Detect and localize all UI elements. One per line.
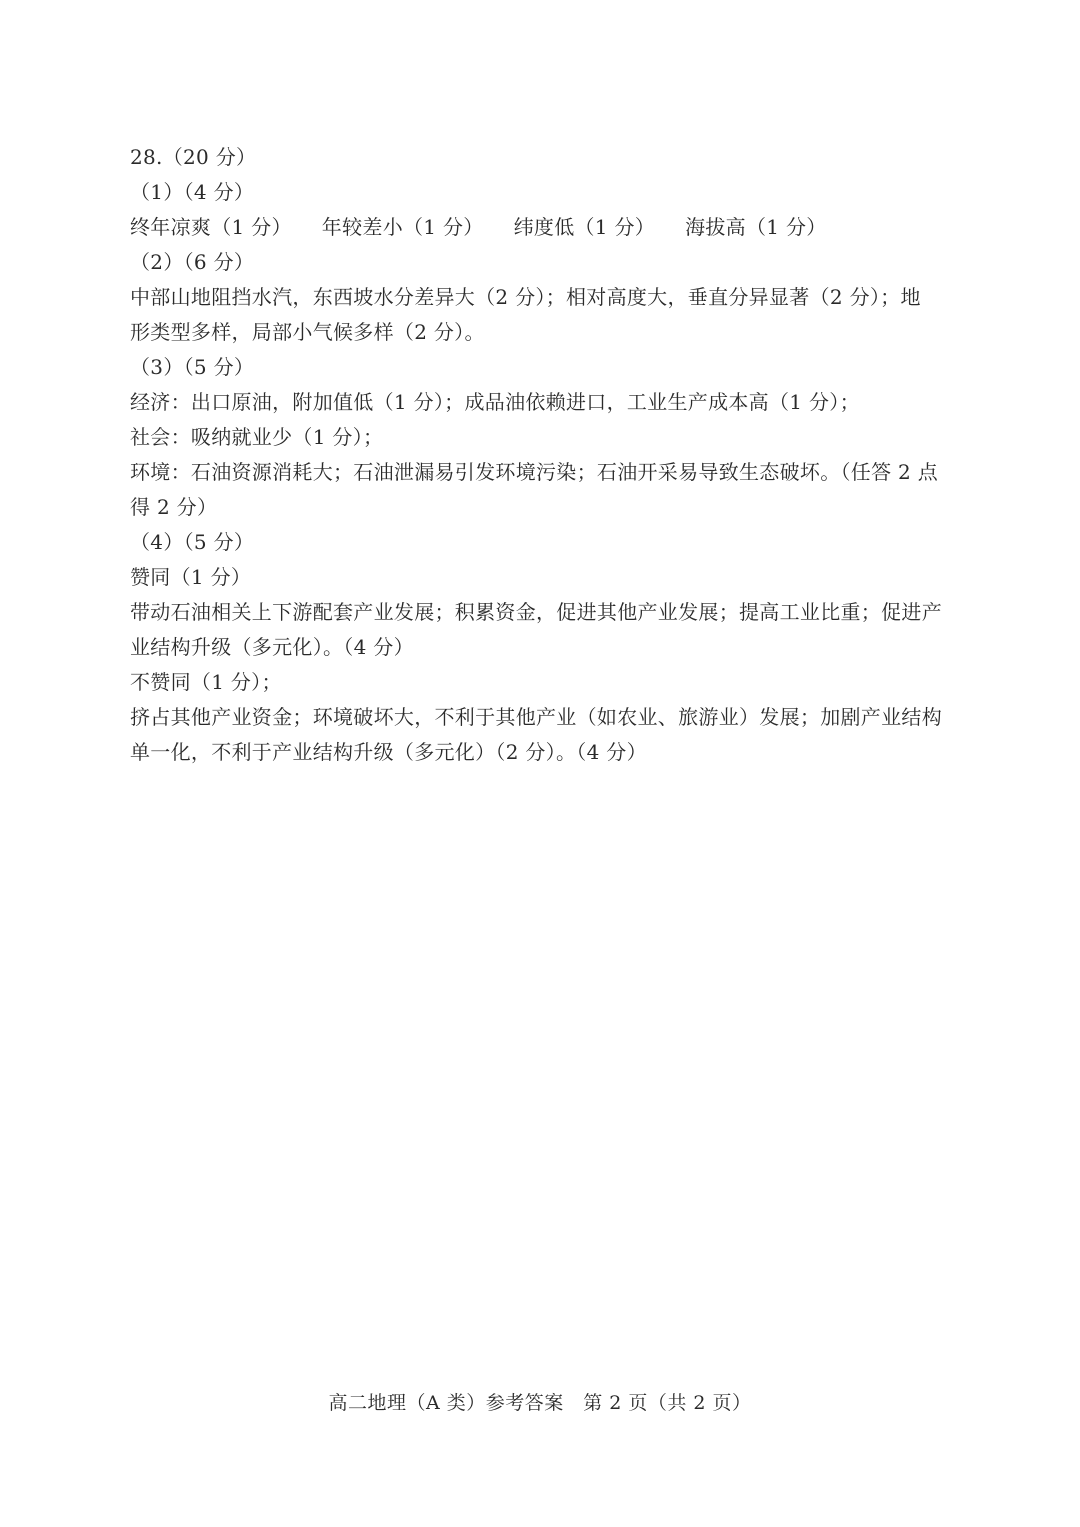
- part-3-society-line: 社会：吸纳就业少（1 分）；: [130, 425, 384, 449]
- part-1-item: 年较差小（1 分）: [321, 215, 484, 239]
- part-2-header: （2）（6 分）: [130, 250, 255, 274]
- part-2-line: 形类型多样，局部小气候多样（2 分）。: [130, 320, 485, 344]
- part-3-environment-line-cont: 得 2 分）: [130, 495, 218, 519]
- part-1-item: 海拔高（1 分）: [685, 215, 827, 239]
- part-4-agree-label: 赞同（1 分）: [130, 565, 252, 589]
- part-1-item: 终年凉爽（1 分）: [130, 215, 292, 239]
- question-header: 28.（20 分）: [130, 145, 257, 169]
- part-1-header: （1）（4 分）: [130, 180, 255, 204]
- part-3-header: （3）（5 分）: [130, 355, 255, 379]
- part-4-disagree-reason: 挤占其他产业资金；环境破坏大，不利于其他产业（如农业、旅游业）发展；加剧产业结构: [130, 705, 942, 729]
- part-4-disagree-reason-cont: 单一化，不利于产业结构升级（多元化）（2 分）。（4 分）: [130, 740, 647, 764]
- part-4-header: （4）（5 分）: [130, 530, 255, 554]
- answer-content: [130, 140, 960, 770]
- part-4-disagree-label: 不赞同（1 分）；: [130, 670, 282, 694]
- part-4-agree-reason: 带动石油相关上下游配套产业发展；积累资金，促进其他产业发展；提高工业比重；促进产: [130, 600, 942, 624]
- part-3-environment-line: 环境：石油资源消耗大；石油泄漏易引发环境污染；石油开采易导致生态破坏。（任答 2 点: [130, 460, 939, 484]
- part-3-economy-line: 经济：出口原油，附加值低（1 分）；成品油依赖进口，工业生产成本高（1 分）；: [130, 390, 860, 414]
- page-footer: 高二地理（A 类）参考答案 第 2 页（共 2 页）: [328, 1392, 752, 1414]
- part-1-item: 纬度低（1 分）: [513, 215, 656, 239]
- part-1-answer-line: [130, 210, 960, 245]
- part-4-agree-reason-cont: 业结构升级（多元化）。（4 分）: [130, 635, 414, 659]
- part-2-line: 中部山地阻挡水汽，东西坡水分差异大（2 分）；相对高度大，垂直分异显著（2 分）；地: [130, 285, 921, 309]
